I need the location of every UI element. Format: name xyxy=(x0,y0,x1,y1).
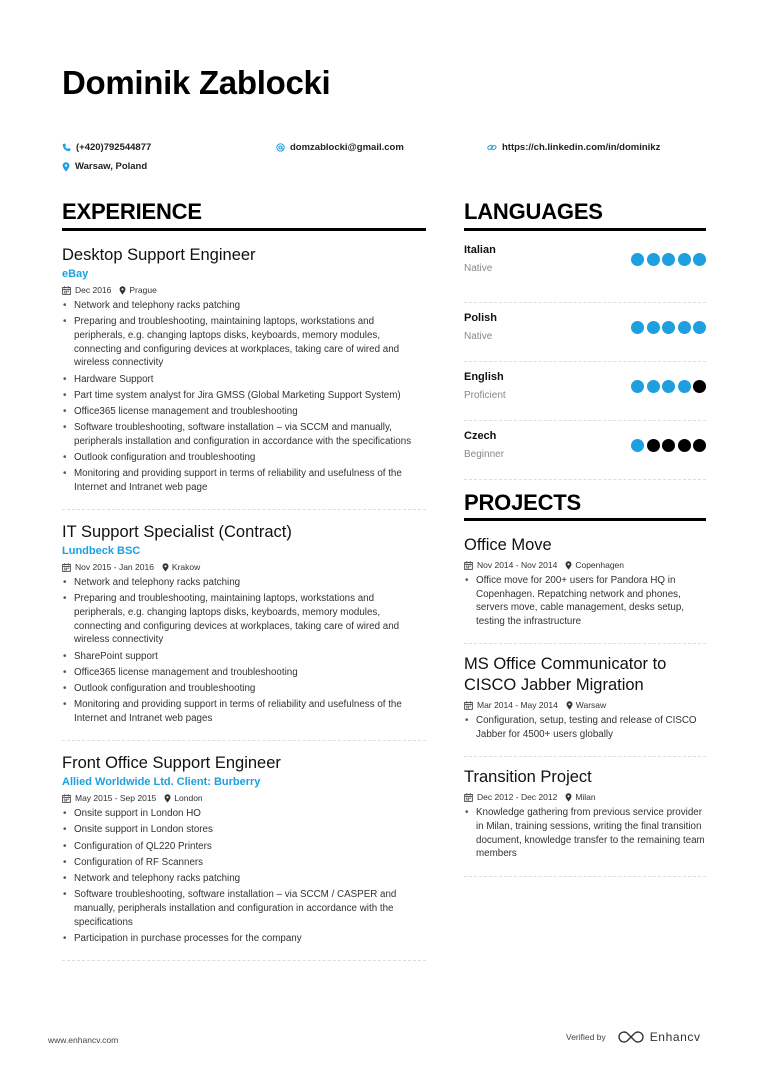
rating-dot xyxy=(693,321,706,334)
location-text: Warsaw, Poland xyxy=(75,161,148,172)
contact-email xyxy=(276,142,404,153)
date-range: Mar 2014 - May 2014 xyxy=(477,700,558,711)
contact-linkedin xyxy=(487,142,660,153)
experience-divider xyxy=(62,228,426,231)
rating-dot xyxy=(647,321,660,334)
company-name: Lundbeck BSC xyxy=(62,545,141,558)
bullet-item: • Participation in purchase processes for the company xyxy=(62,932,426,946)
date-range: Dec 2016 xyxy=(75,285,112,295)
at-sign-icon xyxy=(276,143,285,152)
calendar-icon xyxy=(464,701,473,710)
language-item xyxy=(464,421,706,480)
date-range: Nov 2015 - Jan 2016 xyxy=(75,562,154,573)
job-title: IT Support Specialist (Contract) xyxy=(62,523,292,542)
bullet-item: • SharePoint support xyxy=(62,650,426,664)
projects-divider xyxy=(464,518,706,521)
date-location xyxy=(62,561,426,573)
bullet-list xyxy=(464,806,706,861)
bullet-item: • Office365 license management and troubleshooting xyxy=(62,666,426,680)
contact-location xyxy=(62,161,147,172)
bullet-item: • Hardware Support xyxy=(62,373,426,387)
rating-dot xyxy=(631,321,644,334)
bullet-item: • Part time system analyst for Jira GMSS (Global Marketing Support System) xyxy=(62,389,426,403)
language-rating xyxy=(629,253,707,266)
location: Krakow xyxy=(171,562,201,573)
bullet-item: • Configuration, setup, testing and release of CISCO Jabber for 4500+ users globally xyxy=(464,714,706,741)
experience-item xyxy=(62,753,426,961)
experience-item xyxy=(62,245,426,510)
bullet-item: • Onsite support in London HO xyxy=(62,807,426,821)
project-item xyxy=(464,535,706,644)
language-item xyxy=(464,362,706,421)
rating-dot xyxy=(678,253,691,266)
language-level: Native xyxy=(464,331,493,342)
calendar-icon xyxy=(62,286,71,295)
date-range: May 2015 - Sep 2015 xyxy=(75,793,157,804)
projects-list xyxy=(464,535,706,887)
bullet-item: • Network and telephony racks patching xyxy=(62,872,426,886)
location: Milan xyxy=(575,792,596,803)
project-title: Transition Project xyxy=(464,768,592,787)
link-icon xyxy=(487,143,497,152)
language-rating xyxy=(629,380,707,393)
language-name: Italian xyxy=(464,244,496,256)
date-location xyxy=(464,559,706,571)
bullet-item: • Onsite support in London stores xyxy=(62,823,426,837)
date-location xyxy=(62,284,426,296)
company-name: eBay xyxy=(62,268,89,280)
location-pin-icon xyxy=(164,794,171,803)
bullet-item: • Software troubleshooting, software installation – via SCCM and manually, peripherals installation and configuration in accordance with the specifications xyxy=(62,421,426,448)
language-name: Czech xyxy=(464,430,497,442)
languages-list xyxy=(464,244,706,480)
date-location xyxy=(464,699,706,711)
rating-dot xyxy=(662,439,675,452)
experience-heading: EXPERIENCE xyxy=(62,199,202,224)
calendar-icon xyxy=(464,561,473,570)
date-range: Nov 2014 - Nov 2014 xyxy=(477,560,558,570)
rating-dot xyxy=(631,380,644,393)
location-pin-icon xyxy=(565,793,572,802)
experience-item xyxy=(62,522,426,741)
location-pin-icon xyxy=(566,701,573,710)
rating-dot xyxy=(693,439,706,452)
date-range: Dec 2012 - Dec 2012 xyxy=(477,792,558,803)
bullet-item: • Outlook configuration and troubleshooting xyxy=(62,451,426,465)
languages-divider xyxy=(464,228,706,231)
bullet-item: • Configuration of RF Scanners xyxy=(62,856,426,870)
bullet-item: • Software troubleshooting, software installation – via SCCM / CASPER and manually, peripherals installation and configuration in accordance with the specifications xyxy=(62,888,426,929)
language-level: Proficient xyxy=(464,390,506,401)
location-pin-icon xyxy=(119,286,126,295)
phone-text[interactable]: (+420)792544877 xyxy=(76,142,152,153)
bullet-list xyxy=(62,807,426,945)
rating-dot xyxy=(693,253,706,266)
bullet-item: • Monitoring and providing support in terms of reliability and usefulness of the Internet and Intranet web page xyxy=(62,467,426,494)
project-item xyxy=(464,767,706,876)
bullet-item: • Preparing and troubleshooting, maintaining laptops, workstations and peripherals, e.g. changing laptops disks, keyboards, memory modules, connecting and configuring devices at workplaces, taking care of wired and wireless connectivity xyxy=(62,592,426,647)
footer-branding xyxy=(566,1030,701,1044)
languages-heading: LANGUAGES xyxy=(464,199,603,224)
verified-by-label: Verified by xyxy=(566,1032,606,1042)
calendar-icon xyxy=(464,793,473,802)
job-title: Desktop Support Engineer xyxy=(62,246,256,264)
footer-site[interactable]: www.enhancv.com xyxy=(48,1035,119,1045)
linkedin-text[interactable]: https://ch.linkedin.com/in/dominikz xyxy=(502,142,661,153)
language-item xyxy=(464,244,706,303)
bullet-list xyxy=(62,576,426,726)
rating-dot xyxy=(647,439,660,452)
phone-icon xyxy=(62,143,71,152)
language-name: English xyxy=(464,371,504,383)
bullet-item: • Configuration of QL220 Printers xyxy=(62,840,426,854)
bullet-list xyxy=(464,574,706,629)
bullet-item: • Network and telephony racks patching xyxy=(62,299,426,313)
candidate-name: Dominik Zablocki xyxy=(62,64,331,101)
enhancv-logo-icon xyxy=(618,1030,644,1044)
company-name: Allied Worldwide Ltd. Client: Burberry xyxy=(62,776,261,789)
bullet-list xyxy=(62,299,426,495)
language-level: Native xyxy=(464,263,493,274)
location-pin-icon xyxy=(565,561,572,570)
project-title: MS Office Communicator to CISCO Jabber Migration xyxy=(464,655,667,695)
rating-dot xyxy=(631,439,644,452)
rating-dot xyxy=(678,321,691,334)
experience-list xyxy=(62,245,426,961)
bullet-item: • Monitoring and providing support in terms of reliability and usefulness of the Internet and Intranet web pages xyxy=(62,698,426,725)
rating-dot xyxy=(647,253,660,266)
date-location xyxy=(62,792,426,804)
project-item xyxy=(464,654,706,757)
location: London xyxy=(174,793,203,804)
language-name: Polish xyxy=(464,312,498,324)
calendar-icon xyxy=(62,563,71,572)
projects-heading: PROJECTS xyxy=(464,490,581,515)
bullet-item: • Knowledge gathering from previous service provider in Milan, training sessions, writing the final transition document, knowledge transfer to the remaining team members xyxy=(464,806,706,861)
rating-dot xyxy=(662,253,675,266)
calendar-icon xyxy=(62,794,71,803)
language-item xyxy=(464,303,706,362)
bullet-item: • Network and telephony racks patching xyxy=(62,576,426,590)
rating-dot xyxy=(678,439,691,452)
rating-dot xyxy=(631,253,644,266)
brand-name[interactable]: Enhancv xyxy=(649,1030,701,1044)
location: Warsaw xyxy=(575,700,607,711)
language-rating xyxy=(629,321,707,334)
bullet-list xyxy=(464,714,706,741)
bullet-item: • Outlook configuration and troubleshooting xyxy=(62,682,426,696)
bullet-item: • Office365 license management and troubleshooting xyxy=(62,405,426,419)
bullet-item: • Office move for 200+ users for Pandora HQ in Copenhagen. Repatching network and phones, servers move, cable management, desks setup, testing the infrastructure xyxy=(464,574,706,629)
contact-phone xyxy=(62,142,151,153)
location-pin-icon xyxy=(62,162,70,172)
rating-dot xyxy=(678,380,691,393)
bullet-item: • Preparing and troubleshooting, maintaining laptops, workstations and peripherals, e.g. changing laptops disks, keyboards, memory modules, connecting and configuring devices at workplaces, taking care of wired and wireless connectivity xyxy=(62,315,426,370)
rating-dot xyxy=(693,380,706,393)
location: Prague xyxy=(129,285,157,295)
rating-dot xyxy=(662,380,675,393)
rating-dot xyxy=(662,321,675,334)
job-title: Front Office Support Engineer xyxy=(62,754,281,773)
language-level: Beginner xyxy=(464,449,505,460)
language-rating xyxy=(629,439,707,452)
location-pin-icon xyxy=(162,563,169,572)
location: Copenhagen xyxy=(575,560,625,570)
rating-dot xyxy=(647,380,660,393)
email-text[interactable]: domzablocki@gmail.com xyxy=(290,142,404,153)
project-title: Office Move xyxy=(464,536,552,554)
date-location xyxy=(464,791,706,803)
